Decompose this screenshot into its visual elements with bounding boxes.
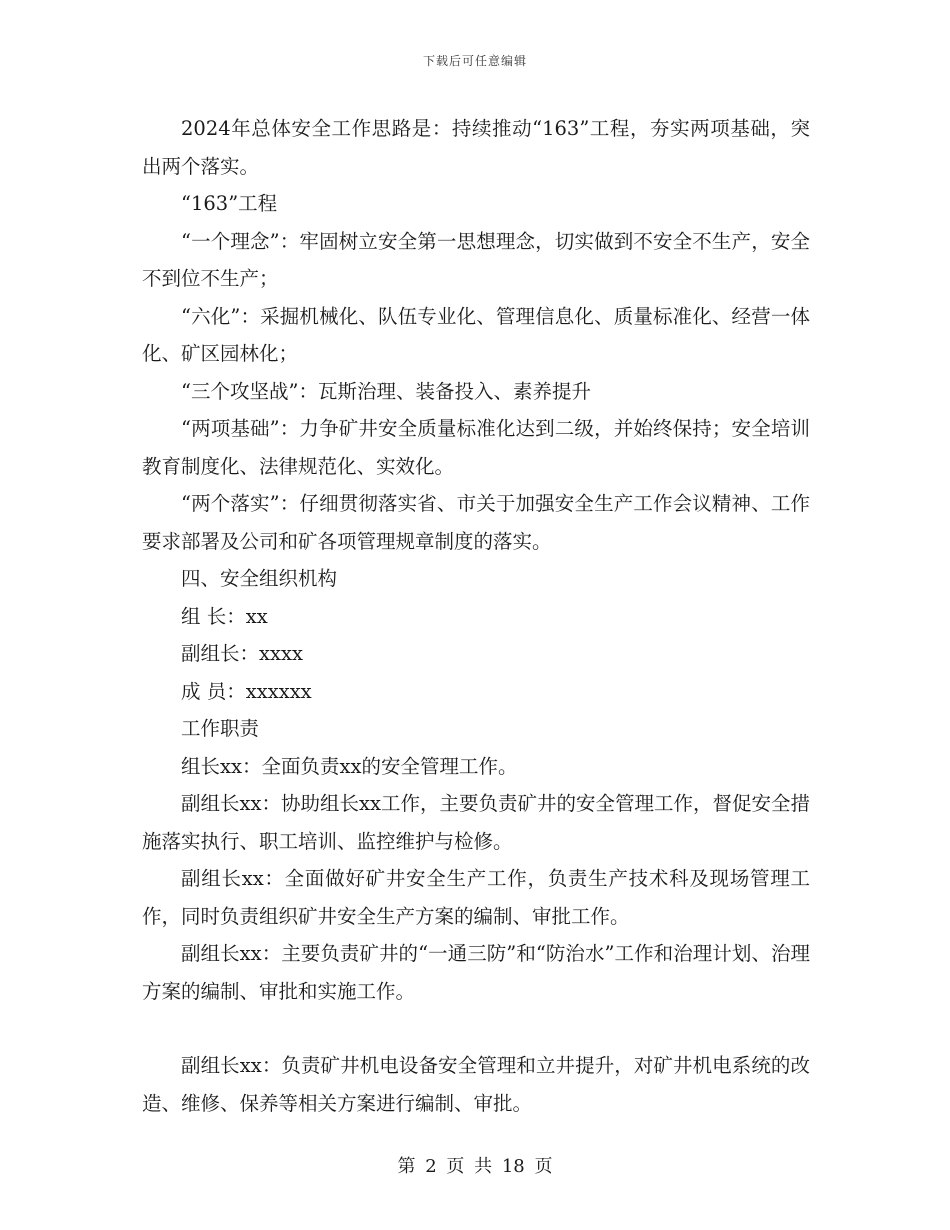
paragraph-deputy-leader: 副组长：xxxx <box>181 642 303 665</box>
section-heading-organization: 四、安全组织机构 <box>181 567 338 590</box>
paragraph-deputy-duty-2: 副组长xx：全面做好矿井安全生产工作，负责生产技术科及现场管理工作，同时负责组织矿井安全生产方案的编制、审批工作。 <box>142 867 810 928</box>
paragraph-safety-approach: 2024年总体安全工作思路是：持续推动“163”工程，夯实两项基础，突出两个落实。 <box>142 117 810 178</box>
paragraph-deputy-duty-3: 副组长xx：主要负责矿井的“一通三防”和“防治水”工作和治理计划、治理方案的编制、审批和实施工作。 <box>142 942 810 1003</box>
paragraph-one-concept: “一个理念”：牢固树立安全第一思想理念，切实做到不安全不生产，安全不到位不生产； <box>142 229 810 290</box>
document-body <box>142 110 810 1122</box>
paragraph-deputy-duty-1: 副组长xx：协助组长xx工作，主要负责矿井的安全管理工作，督促安全措施落实执行、职工培训、监控维护与检修。 <box>142 792 810 853</box>
paragraph-three-campaigns: “三个攻坚战”：瓦斯治理、装备投入、素养提升 <box>181 379 591 403</box>
paragraph-members: 成 员：xxxxxx <box>181 679 312 703</box>
page-footer: 第 2 页 共 18 页 <box>397 1156 553 1177</box>
page-header: 下载后可任意编辑 <box>422 54 527 68</box>
paragraph-team-leader: 组 长：xx <box>181 604 268 628</box>
paragraph-duties-heading: 工作职责 <box>181 717 260 740</box>
paragraph-deputy-duty-4: 副组长xx：负责矿井机电设备安全管理和立井提升，对矿井机电系统的改造、维修、保养等相关方案进行编制、审批。 <box>142 1054 810 1115</box>
paragraph-two-foundations: “两项基础”：力争矿井安全质量标准化达到二级，并始终保持；安全培训教育制度化、法律规范化、实效化。 <box>142 417 810 478</box>
paragraph-leader-duty: 组长xx：全面负责xx的安全管理工作。 <box>181 754 518 778</box>
paragraph-163-project-title: “163”工程 <box>181 192 278 215</box>
paragraph-six-modernizations: “六化”：采掘机械化、队伍专业化、管理信息化、质量标准化、经营一体化、矿区园林化； <box>142 304 810 365</box>
paragraph-two-implementations: “两个落实”：仔细贯彻落实省、市关于加强安全生产工作会议精神、工作要求部署及公司和矿各项管理规章制度的落实。 <box>142 492 810 553</box>
